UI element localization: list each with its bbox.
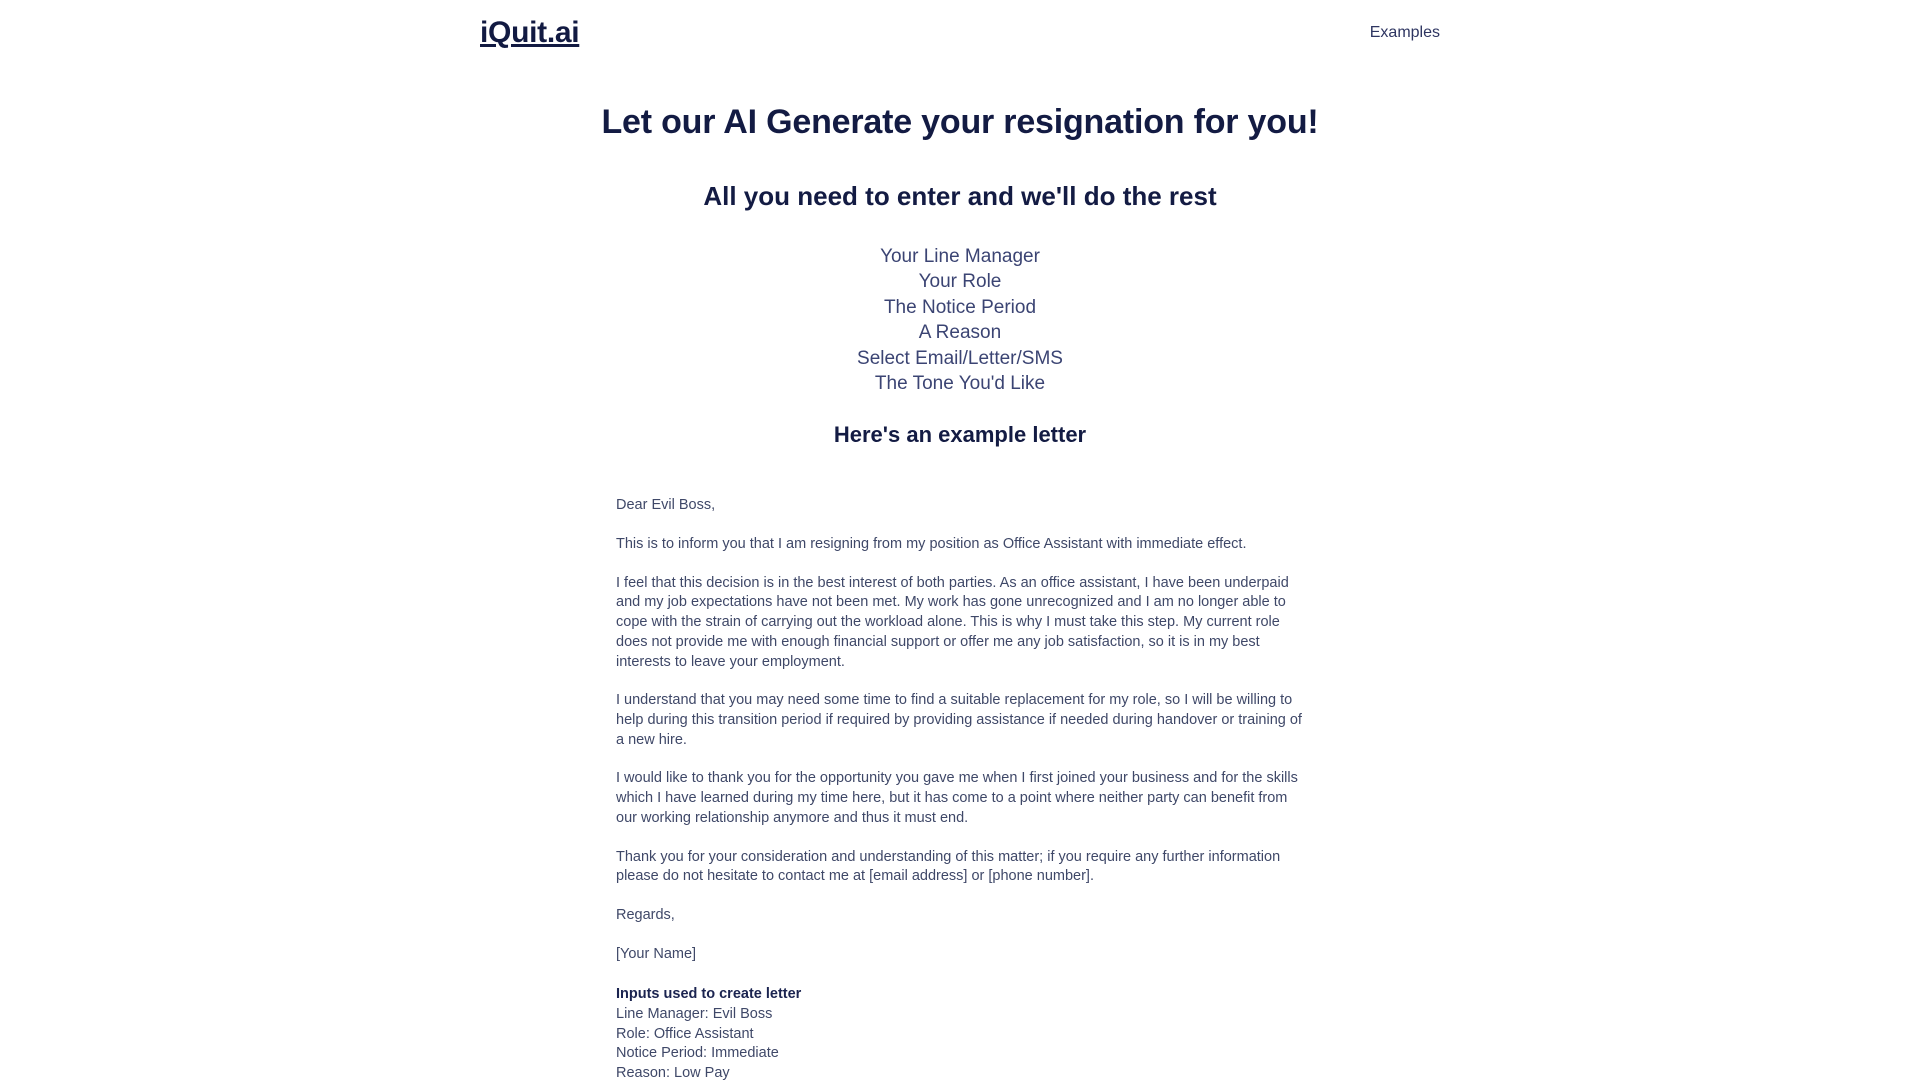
list-item: The Tone You'd Like <box>874 373 1046 395</box>
letter-paragraph: I would like to thank you for the opportunity you gave me when I first joined your business and for the skills which I have learned during my time here, but it has come to a point where neither party can benefit from our working relationship anymore and thus it must end. <box>616 770 1298 826</box>
feature-list <box>857 212 1063 397</box>
inputs-summary-title: Inputs used to create letter <box>616 986 802 1003</box>
list-item: Your Role <box>918 271 1002 293</box>
list-item: Select Email/Letter/SMS <box>857 347 1063 369</box>
letter-paragraph: This is to inform you that I am resigning from my position as Office Assistant with immediate effect. <box>616 536 1247 553</box>
letter-paragraph: I understand that you may need some time to find a suitable replacement for my role, so I will be willing to help during this transition period if required by providing assistance if needed during handover or training of a new hire. <box>616 692 1302 748</box>
input-line-line-manager: Line Manager: Evil Boss <box>616 1006 773 1023</box>
letter-paragraph: Thank you for your consideration and understanding of this matter; if you require any further information please do not hesitate to contact me at [email address] or [phone number]. <box>616 848 1281 885</box>
inputs-summary <box>616 985 1304 1082</box>
letter-signoff: Regards, <box>616 906 675 923</box>
brand-logo[interactable]: iQuit.ai <box>480 16 580 49</box>
letter-signature: [Your Name] <box>616 945 697 962</box>
site-header <box>0 0 1920 60</box>
main-content <box>0 60 1920 1082</box>
list-item: The Notice Period <box>883 296 1037 318</box>
list-item: Your Line Manager <box>880 245 1040 267</box>
example-letter-wrapper <box>0 448 1920 1082</box>
input-line-notice-period: Notice Period: Immediate <box>616 1045 779 1062</box>
nav-link-examples[interactable]: Examples <box>1369 24 1440 41</box>
example-letter-heading: Here's an example letter <box>833 421 1087 447</box>
example-letter <box>616 496 1304 1082</box>
page-subtitle: All you need to enter and we'll do the rest <box>703 180 1217 211</box>
letter-salutation: Dear Evil Boss, <box>616 497 716 514</box>
header-inner <box>480 18 1440 48</box>
input-line-reason: Reason: Low Pay <box>616 1065 730 1082</box>
letter-paragraph: I feel that this decision is in the best interest of both parties. As an office assistant, I have been underpaid and my job expectations have not been met. My work has gone unrecognized and I am no longer able to cope with the strain of carrying out the workload alone. This is why I must take this step. My current role does not provide me with enough financial support or offer me any job satisfaction, so it is in my best interests to leave your employment. <box>616 574 1289 670</box>
input-line-role: Role: Office Assistant <box>616 1025 754 1042</box>
nav-links <box>1370 25 1440 41</box>
list-item: A Reason <box>918 322 1002 344</box>
page-title: Let our AI Generate your resignation for you! <box>601 103 1319 141</box>
